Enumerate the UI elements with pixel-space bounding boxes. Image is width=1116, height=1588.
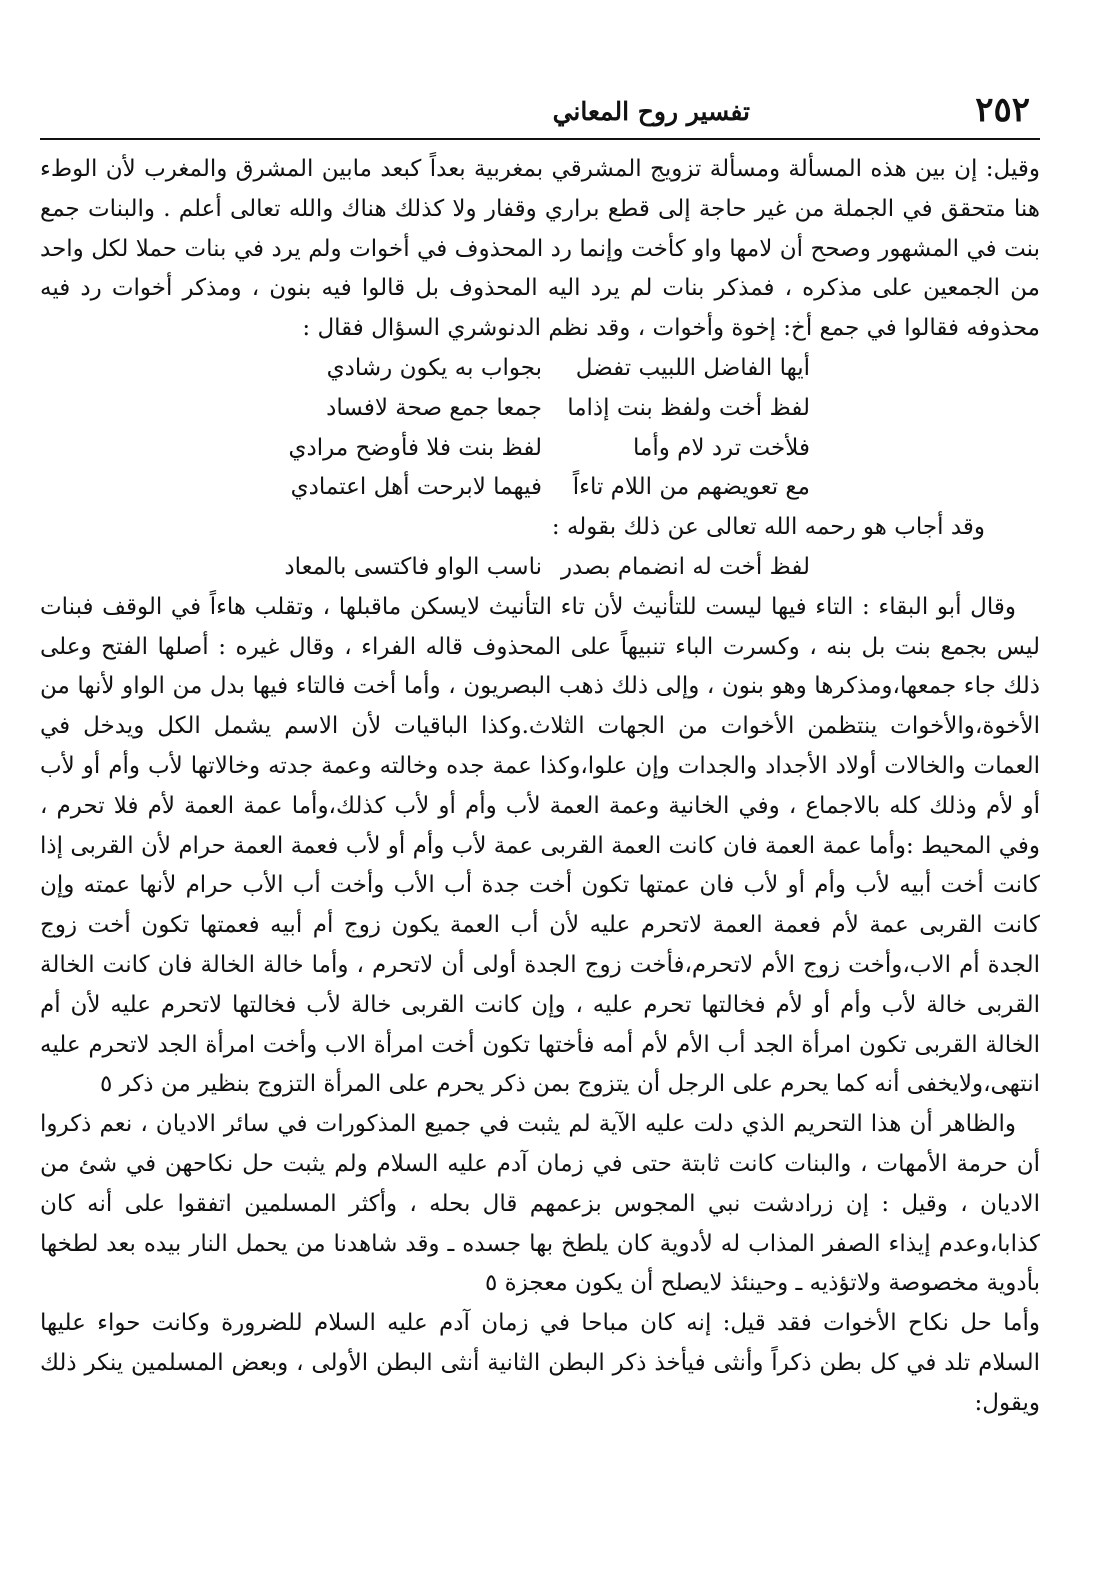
paragraph-other-religions: والظاهر أن هذا التحريم الذي دلت عليه الآية لم يثبت في جميع المذكورات في سائر الاديان ، نعم ذكروا أن حرمة الأمهات ، والبنات كانت ثابتة حتى في زمان آدم عليه السلام ولم يثبت حل نكاحهن في شئ من الاديان ، وقيل : إن زرادشت نبي المجوس بزعمهم قال بحله ، وأكثر المسلمين اتفقوا على أنه كان كذابا،وعدم إيذاء الصفر المذاب له لأدوية كان يلطخ بها جسده ـ وقد شاهدنا من يحمل النار بيده بعد لطخها بأدوية مخصوصة ولاتؤذيه ـ وحينئذ لايصلح أن يكون معجزة ٥ [40, 1111, 1040, 1297]
verse-line [40, 429, 1040, 469]
book-page [40, 86, 1040, 1556]
page-body [40, 140, 1040, 1424]
verse-line [40, 389, 1040, 429]
poem-answer [40, 548, 1040, 588]
verse-second-hemistich: فيهما لابرحت أهل اعتمادي [290, 474, 542, 501]
page-number: ٢٥٢ [975, 90, 1030, 130]
verse-first-hemistich: فلأخت ترد لام وأما [633, 434, 810, 461]
verse-first-hemistich: لفظ أخت ولفظ بنت إذاما [567, 394, 810, 421]
page-header [40, 86, 1040, 140]
verse-first-hemistich: مع تعويضهم من اللام تاءاً [572, 474, 810, 501]
verse-line [40, 548, 1040, 588]
verse-first-hemistich: أيها الفاضل اللبيب تفضل [575, 354, 810, 381]
verse-line [40, 468, 1040, 508]
verse-second-hemistich: جمعا جمع صحة لافساد [326, 394, 542, 421]
verse-second-hemistich: بجواب به يكون رشادي [326, 354, 542, 381]
verse-first-hemistich: لفظ أخت له انضمام بصدر [560, 553, 810, 580]
verse-second-hemistich: لفظ بنت فلا فأوضح مرادي [288, 434, 542, 461]
paragraph-abu-al-baqa: وقال أبو البقاء : التاء فيها ليست للتأنيث لأن تاء التأنيث لايسكن ماقبلها ، وتقلب هاءاً في الوقف فبنات ليس بجمع بنت بل بنه ، وكسرت الباء تنبيهاً على المحذوف قاله الفراء ، وقال غيره : أصلها الفتح وعلى ذلك جاء جمعها،ومذكرها وهو بنون ، وإلى ذلك ذهب البصريون ، وأما أخت فالتاء فيها بدل من الواو لأنها من الأخوة،والأخوات ينتظمن الأخوات من الجهات الثلاث.وكذا الباقيات لأن الاسم يشمل الكل ويدخل في العمات والخالات أولاد الأجداد والجدات وإن علوا،وكذا عمة جده وخالته وعمة جدته وخالاتها لأب وأم أو لأب أو لأم وذلك كله بالاجماع ، وفي الخانية وعمة العمة لأب وأم أو لأب كذلك،وأما عمة العمة لأم فلا تحرم ، وفي المحيط :وأما عمة العمة فان كانت العمة القربى عمة لأب وأم أو لأب فعمة العمة حرام لأن القربى إذا كانت أخت أبيه لأب وأم أو لأب فان عمتها تكون أخت جدة أب الأب وأخت أب الأب حرام لأنها عمته وإن كانت القربى عمة لأم فعمة العمة لاتحرم عليه لأن أب العمة يكون زوج أم أبيه فعمتها تكون أخت زوج الجدة أم الاب،وأخت زوج الأم لاتحرم،فأخت زوج الجدة أولى أن لاتحرم ، وأما خالة الخالة فان كانت الخالة القربى خالة لأب وأم أو لأم فخالتها تحرم عليه ، وإن كانت القربى خالة لأب فخالتها لاتحرم عليه لأن أم الخالة القربى تكون امرأة الجد أب الأم لأم أمه فأختها تكون أخت امرأة الاب وأخت امرأة الجد لاتحرم عليه انتهى،ولايخفى أنه كما يحرم على الرجل أن يتزوج بمن ذكر يحرم على المرأة التزوج بنظير من ذكر ٥ [40, 593, 1040, 1098]
running-title: تفسير روح المعاني [552, 97, 750, 126]
verse-second-hemistich: ناسب الواو فاكتسى بالمعاد [284, 553, 542, 580]
answer-introduction: وقد أجاب هو رحمه الله تعالى عن ذلك بقوله : [551, 514, 985, 541]
paragraph-sisters-marriage: وأما حل نكاح الأخوات فقد قيل: إنه كان مباحا في زمان آدم عليه السلام للضرورة وكانت حواء عليها السلام تلد في كل بطن ذكراً وأنثى فيأخذ ذكر البطن الثانية أنثى البطن الأولى ، وبعض المسلمين ينكر ذلك ويقول: [40, 1310, 1040, 1416]
paragraph-plural-of-bint: وقيل: إن بين هذه المسألة ومسألة تزويج المشرقي بمغربية بعداً كبعد مابين المشرق والمغرب لأن الوطء هنا متحقق في الجملة من غير حاجة إلى قطع براري وقفار ولا كذلك هناك والله تعالى أعلم . والبنات جمع بنت في المشهور وصحح أن لامها واو كأخت وإنما رد المحذوف في أخوات ولم يرد في بنات حملا لكل واحد من الجمعين على مذكره ، فمذكر بنات لم يرد اليه المحذوف بل قالوا فيه بنون ، ومذكر أخوات رد فيه محذوفه فقالوا في جمع أخ: إخوة وأخوات ، وقد نظم الدنوشري السؤال فقال : [40, 156, 1040, 342]
verse-line [40, 349, 1040, 389]
poem-question [40, 349, 1040, 508]
